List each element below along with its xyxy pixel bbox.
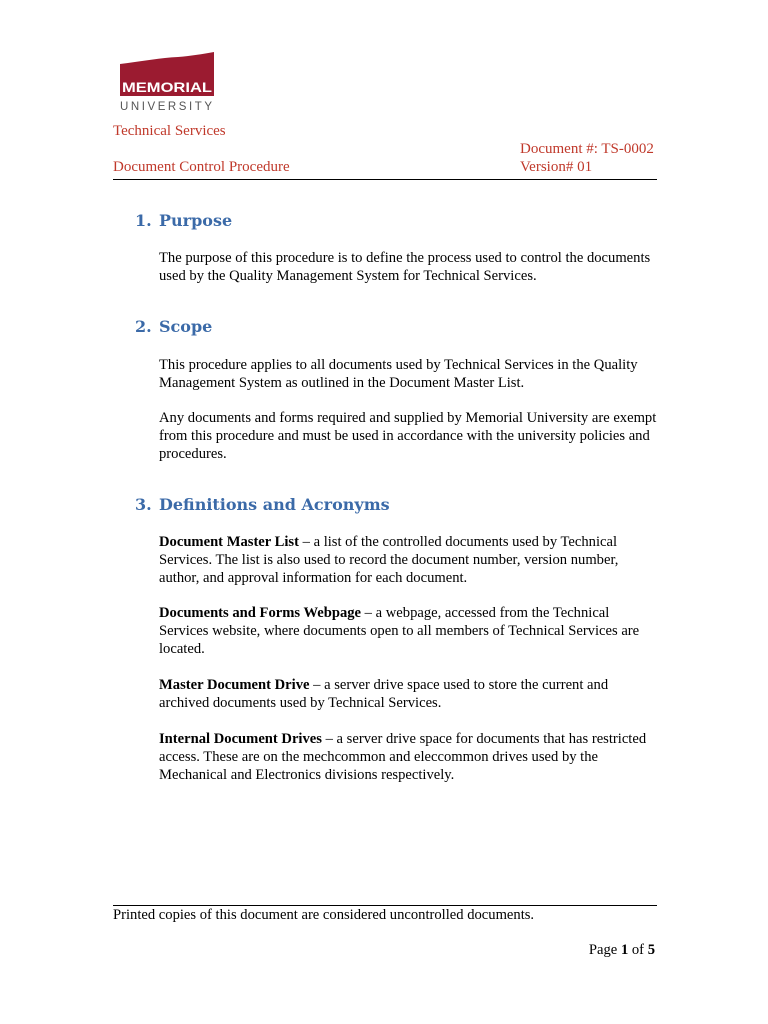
scope-paragraph-1: This procedure applies to all documents used by Technical Services in the Quality Management System as outlined in the Document Master List.	[159, 357, 638, 391]
definition-text: – a server drive space for documents that has restricted access. These are on the mechcommon and eleccommon drives used by the Mechanical and Electronics divisions respectively.	[159, 731, 647, 783]
section-title: Scope	[159, 317, 213, 336]
section-number: 3.	[135, 495, 152, 514]
section-heading-scope	[135, 317, 212, 336]
header-document-number: Document #: TS-0002	[520, 141, 654, 157]
logo-bottom-text: UNIVERSITY	[120, 101, 212, 113]
section-title: Definitions and Acronyms	[159, 495, 390, 514]
purpose-paragraph: The purpose of this procedure is to define the process used to control the documents used by the Quality Management System for Technical Services.	[159, 250, 651, 284]
page-number	[589, 942, 655, 959]
footer-uncontrolled-note: Printed copies of this document are considered uncontrolled documents.	[113, 907, 535, 923]
definition-term: Master Document Drive	[159, 677, 310, 693]
page-of: of	[628, 942, 648, 958]
section-heading-definitions	[135, 495, 390, 514]
definition-term: Internal Document Drives	[159, 731, 322, 747]
page-current: 1	[620, 942, 629, 958]
header-document-title: Document Control Procedure	[113, 159, 290, 175]
page-total: 5	[647, 942, 655, 958]
definition-term: Documents and Forms Webpage	[159, 605, 362, 621]
section-title: Purpose	[159, 211, 233, 230]
section-number: 2.	[135, 317, 152, 336]
header-version: Version# 01	[520, 159, 593, 175]
header-divider	[113, 179, 657, 180]
definition-internal-document-drives	[159, 730, 659, 784]
definition-text: – a server drive space used to store the current and archived documents used by Technical Services.	[159, 677, 609, 711]
definition-master-document-drive	[159, 676, 659, 712]
page-prefix: Page	[588, 942, 621, 958]
header-department: Technical Services	[113, 123, 226, 139]
definition-document-master-list	[159, 533, 659, 587]
memorial-university-logo	[118, 52, 218, 114]
definition-term: Document Master List	[159, 534, 299, 550]
definition-documents-forms-webpage	[159, 604, 659, 658]
definition-text: – a list of the controlled documents used by Technical Services. The list is also used to record the document number, version number, author, and approval information for each document.	[159, 534, 619, 586]
definition-text: – a webpage, accessed from the Technical Services website, where documents open to all members of Technical Services are located.	[159, 605, 640, 657]
scope-paragraph-2: Any documents and forms required and supplied by Memorial University are exempt from this procedure and must be used in accordance with the university policies and procedures.	[159, 410, 657, 462]
section-heading-purpose	[135, 211, 232, 230]
logo-graphic	[118, 52, 218, 114]
logo-top-text: MEMORIAL	[122, 80, 212, 95]
section-number: 1.	[135, 211, 152, 230]
footer-divider	[113, 905, 657, 906]
